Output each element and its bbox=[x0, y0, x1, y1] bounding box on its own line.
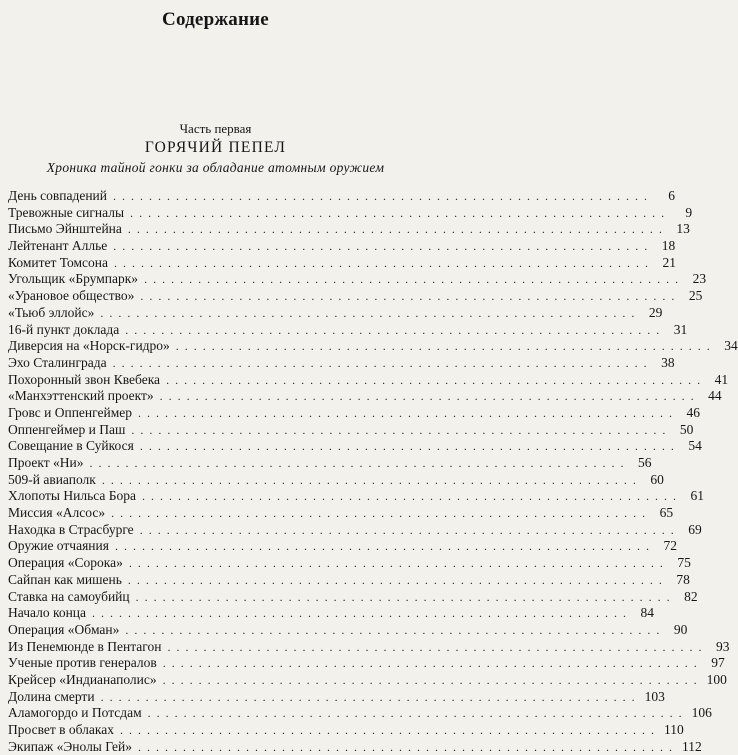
toc-entry-title: Оружие отчаяния bbox=[8, 538, 109, 554]
toc-entry-page: 31 bbox=[673, 321, 688, 337]
dot-leader: ............................................................ bbox=[144, 272, 685, 287]
toc-entry-page: 65 bbox=[659, 505, 674, 521]
toc-entry bbox=[8, 521, 702, 539]
toc-entry-title: Гровс и Оппенгеймер bbox=[8, 404, 132, 420]
dot-leader: ............................................................ bbox=[112, 355, 653, 370]
toc-entry-title: Оппенгеймер и Паш bbox=[8, 421, 126, 437]
toc-entry-title: Операция «Обман» bbox=[8, 621, 120, 637]
toc-entry bbox=[8, 421, 694, 439]
toc-entry-title: Угольщик «Брумпарк» bbox=[8, 271, 139, 287]
table-of-contents bbox=[8, 188, 738, 755]
dot-leader: ............................................................ bbox=[101, 472, 642, 487]
toc-entry-page: 103 bbox=[644, 688, 665, 704]
toc-entry-page: 25 bbox=[688, 288, 703, 304]
toc-entry bbox=[8, 588, 698, 606]
toc-entry-title: Ученые против генералов bbox=[8, 655, 157, 671]
toc-entry bbox=[8, 538, 677, 555]
toc-entry-page: 61 bbox=[690, 488, 705, 504]
toc-entry-title: Совещание в Суйкося bbox=[8, 438, 134, 454]
toc-entry-title: 16-й пункт доклада bbox=[8, 321, 120, 337]
dot-leader: ............................................................ bbox=[167, 639, 708, 654]
toc-entry-page: 56 bbox=[638, 455, 652, 470]
toc-entry-page: 60 bbox=[650, 471, 664, 487]
toc-entry-title: Начало конца bbox=[8, 605, 87, 621]
toc-entry bbox=[8, 738, 702, 755]
toc-entry bbox=[8, 388, 722, 405]
toc-entry-page: 82 bbox=[684, 588, 698, 604]
dot-leader: ............................................................ bbox=[131, 422, 672, 437]
toc-entry bbox=[8, 238, 676, 255]
toc-entry-title: Проект «Ни» bbox=[8, 455, 84, 470]
dot-leader: ............................................................ bbox=[113, 255, 654, 270]
toc-entry-page: 29 bbox=[648, 304, 663, 320]
toc-entry-page: 78 bbox=[676, 571, 690, 587]
toc-entry-title: Письмо Эйнштейна bbox=[8, 221, 122, 237]
toc-entry-page: 90 bbox=[673, 621, 688, 637]
toc-entry-page: 46 bbox=[686, 404, 700, 420]
toc-entry bbox=[8, 254, 676, 272]
part-label: Часть первая bbox=[179, 121, 252, 136]
toc-entry-title: Долина смерти bbox=[8, 688, 95, 704]
dot-leader: ............................................................ bbox=[120, 723, 660, 737]
toc-entry-title: День совпадений bbox=[8, 188, 107, 203]
toc-entry-title: Крейсер «Индианаполис» bbox=[8, 671, 157, 687]
toc-entry bbox=[8, 621, 688, 639]
toc-entry bbox=[8, 321, 688, 339]
toc-entry-page: 38 bbox=[661, 354, 675, 370]
toc-entry-title: Миссия «Алсос» bbox=[8, 505, 106, 521]
toc-entry-page: 23 bbox=[692, 271, 707, 287]
part-title: ГОРЯЧИЙ ПЕПЕЛ bbox=[144, 139, 287, 156]
toc-entry bbox=[8, 505, 674, 522]
dot-leader: ............................................................ bbox=[139, 439, 680, 454]
toc-entry bbox=[8, 304, 663, 322]
toc-entry bbox=[8, 722, 684, 739]
toc-entry-title: Лейтенант Аллье bbox=[8, 238, 108, 254]
toc-entry-page: 106 bbox=[691, 705, 712, 721]
toc-entry-page: 69 bbox=[688, 521, 702, 537]
toc-entry bbox=[8, 354, 675, 372]
part-subtitle: Хроника тайной гонки за обладание атомным оружием bbox=[46, 160, 385, 175]
dot-leader: ............................................................ bbox=[100, 689, 641, 704]
toc-entry bbox=[8, 438, 702, 455]
dot-leader: ............................................................ bbox=[114, 539, 655, 554]
toc-entry-title: «Манхэттенский проект» bbox=[8, 388, 154, 404]
toc-entry bbox=[8, 688, 665, 706]
toc-entry bbox=[8, 655, 725, 672]
toc-entry-page: 21 bbox=[662, 254, 676, 270]
contents-heading: Содержание bbox=[162, 9, 269, 30]
toc-entry-page: 44 bbox=[708, 388, 722, 404]
toc-entry bbox=[8, 571, 690, 589]
toc-entry-title: «Урановое общество» bbox=[8, 288, 135, 304]
toc-entry bbox=[8, 488, 705, 505]
toc-entry bbox=[8, 288, 703, 305]
toc-entry-page: 110 bbox=[664, 722, 684, 737]
dot-leader: ............................................................ bbox=[159, 389, 700, 404]
dot-leader: ............................................................ bbox=[127, 222, 668, 237]
toc-entry-page: 6 bbox=[668, 188, 675, 203]
dot-leader: ............................................................ bbox=[111, 506, 652, 521]
toc-entry-title: Экипаж «Энолы Гей» bbox=[8, 738, 132, 754]
toc-entry bbox=[8, 271, 707, 288]
toc-entry-page: 34 bbox=[724, 338, 738, 354]
toc-entry-title: Эхо Сталинграда bbox=[8, 354, 107, 370]
dot-leader: ............................................................ bbox=[113, 189, 653, 203]
dot-leader: ............................................................ bbox=[142, 489, 683, 504]
dot-leader: ............................................................ bbox=[100, 305, 641, 320]
toc-entry-page: 13 bbox=[676, 221, 690, 237]
toc-entry bbox=[8, 605, 655, 622]
toc-entry-page: 84 bbox=[640, 605, 655, 621]
toc-entry bbox=[8, 671, 727, 689]
toc-entry-page: 100 bbox=[706, 671, 727, 687]
dot-leader: ............................................................ bbox=[127, 572, 668, 587]
toc-entry-title: Тревожные сигналы bbox=[8, 204, 125, 220]
toc-entry-title: Находка в Страсбурге bbox=[8, 521, 134, 537]
dot-leader: ............................................................ bbox=[125, 622, 666, 637]
dot-leader: ............................................................ bbox=[166, 372, 707, 387]
toc-entry-title: Сайпан как мишень bbox=[8, 571, 122, 587]
toc-entry bbox=[8, 638, 730, 656]
toc-entry bbox=[8, 705, 712, 722]
dot-leader: ............................................................ bbox=[162, 672, 703, 687]
toc-entry-page: 97 bbox=[711, 655, 725, 671]
toc-entry-title: Из Пенемюнде в Пентагон bbox=[8, 638, 162, 654]
toc-entry bbox=[8, 404, 700, 422]
toc-entry-title: Аламогордо и Потсдам bbox=[8, 705, 142, 721]
dot-leader: ............................................................ bbox=[147, 706, 688, 721]
toc-entry-title: Хлопоты Нильса Бора bbox=[8, 488, 137, 504]
toc-entry-page: 72 bbox=[663, 538, 677, 554]
dot-leader: ............................................................ bbox=[138, 739, 678, 754]
toc-entry-title: Похоронный звон Квебека bbox=[8, 371, 161, 387]
dot-leader: ............................................................ bbox=[162, 656, 703, 671]
toc-entry-title: Комитет Томсона bbox=[8, 254, 108, 270]
toc-entry-page: 41 bbox=[714, 371, 729, 387]
toc-entry bbox=[8, 188, 675, 205]
toc-entry bbox=[8, 371, 729, 389]
dot-leader: ............................................................ bbox=[135, 589, 676, 604]
toc-entry-page: 50 bbox=[679, 421, 694, 437]
dot-leader: ............................................................ bbox=[175, 339, 716, 354]
toc-entry-page: 18 bbox=[661, 238, 676, 254]
dot-leader: ............................................................ bbox=[89, 456, 630, 470]
toc-entry-page: 75 bbox=[677, 555, 691, 571]
toc-entry bbox=[8, 555, 691, 572]
dot-leader: ............................................................ bbox=[125, 322, 666, 337]
dot-leader: ............................................................ bbox=[139, 522, 680, 537]
toc-entry bbox=[8, 338, 738, 355]
toc-entry-title: 509-й авиаполк bbox=[8, 471, 96, 487]
toc-entry-title: Просвет в облаках bbox=[8, 722, 114, 737]
dot-leader: ............................................................ bbox=[130, 205, 671, 220]
toc-entry-title: Операция «Сорока» bbox=[8, 555, 123, 571]
toc-entry-page: 9 bbox=[685, 204, 693, 220]
dot-leader: ............................................................ bbox=[140, 289, 681, 304]
toc-entry bbox=[8, 221, 690, 238]
toc-entry-page: 54 bbox=[688, 438, 702, 454]
toc-entry-title: «Тьюб эллойс» bbox=[8, 304, 95, 320]
dot-leader: ............................................................ bbox=[138, 405, 678, 420]
toc-entry bbox=[8, 455, 652, 472]
dot-leader: ............................................................ bbox=[113, 239, 654, 254]
toc-entry-page: 93 bbox=[715, 638, 730, 654]
toc-entry-title: Ставка на самоубийц bbox=[8, 588, 130, 604]
dot-leader: ............................................................ bbox=[128, 556, 669, 571]
dot-leader: ............................................................ bbox=[92, 606, 633, 621]
toc-entry-title: Диверсия на «Норск-гидро» bbox=[8, 338, 170, 354]
toc-entry bbox=[8, 204, 693, 222]
toc-entry-page: 112 bbox=[682, 738, 702, 754]
toc-entry bbox=[8, 471, 664, 489]
